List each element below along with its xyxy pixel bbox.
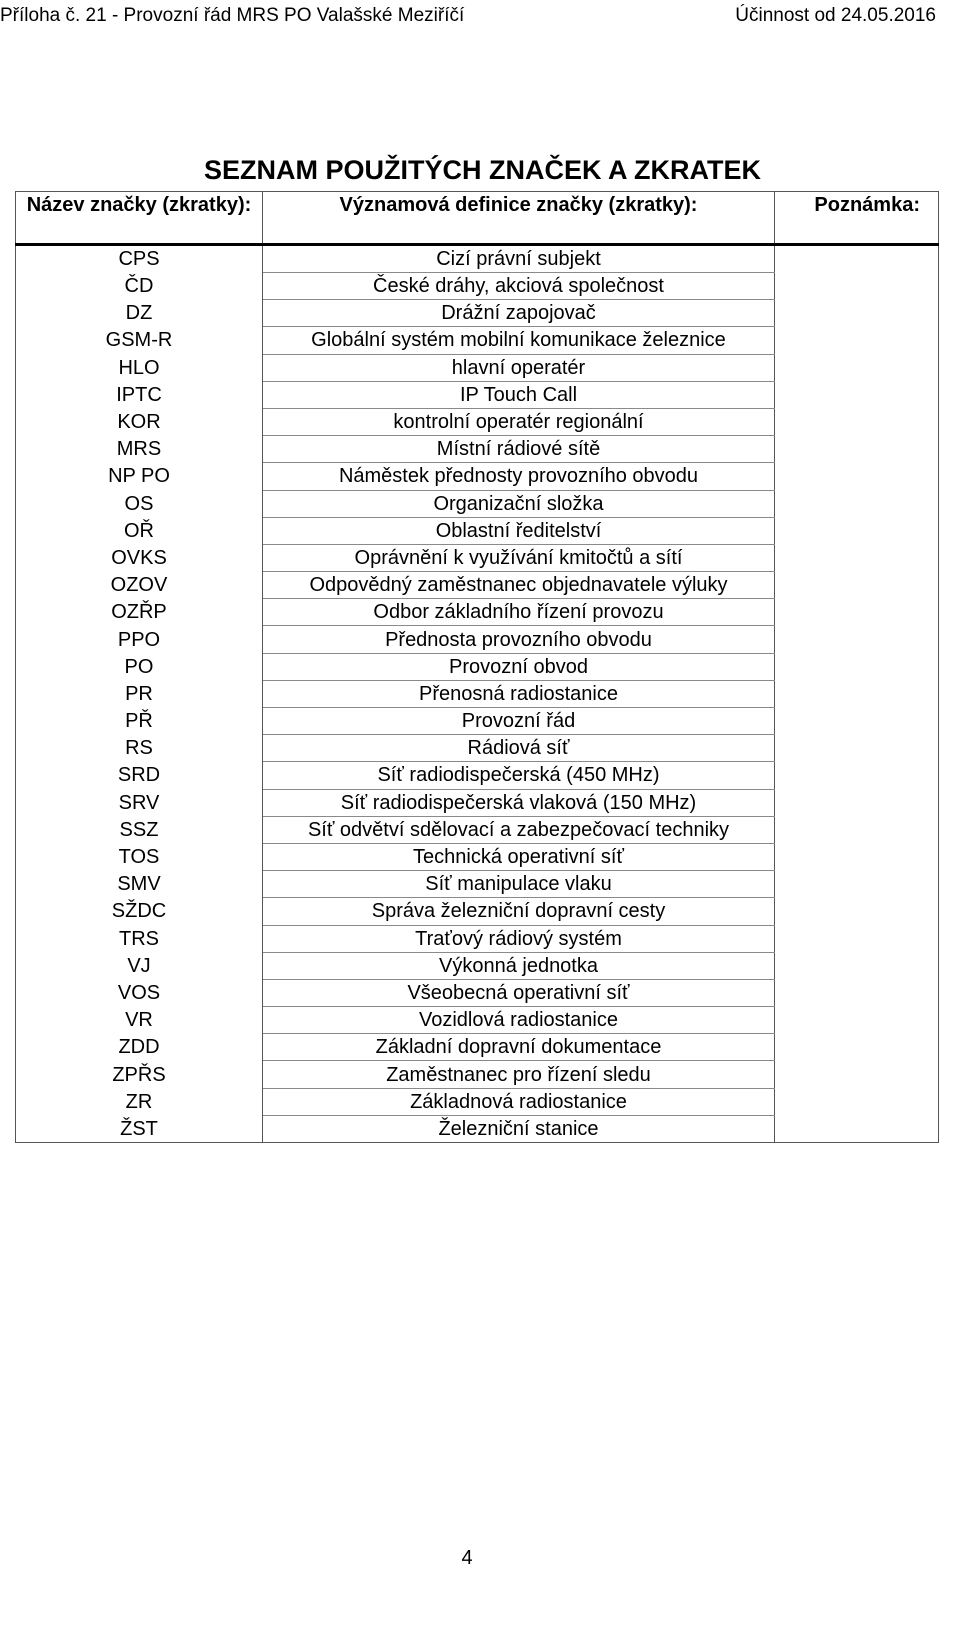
- table-row: [16, 680, 939, 707]
- abbreviation-cell: OZOV: [16, 572, 263, 599]
- note-cell: [775, 517, 939, 544]
- abbreviation-cell: VR: [16, 1007, 263, 1034]
- definition-cell: Síť manipulace vlaku: [263, 871, 775, 898]
- note-cell: [775, 816, 939, 843]
- abbreviation-cell: CPS: [16, 245, 263, 273]
- abbreviation-cell: OS: [16, 490, 263, 517]
- table-body: [16, 245, 939, 1143]
- note-cell: [775, 572, 939, 599]
- definition-cell: Vozidlová radiostanice: [263, 1007, 775, 1034]
- note-cell: [775, 436, 939, 463]
- page-title-text: SEZNAM POUŽITÝCH ZNAČEK A ZKRATEK: [204, 155, 761, 185]
- abbreviation-cell: ČD: [16, 273, 263, 300]
- definition-cell: Základnová radiostanice: [263, 1088, 775, 1115]
- table-row: [16, 300, 939, 327]
- definition-cell: Výkonná jednotka: [263, 952, 775, 979]
- note-cell: [775, 626, 939, 653]
- note-cell: [775, 327, 939, 354]
- definition-cell: Technická operativní síť: [263, 843, 775, 870]
- definition-cell: Provozní řád: [263, 708, 775, 735]
- header-effective-date: Účinnost od 24.05.2016: [735, 5, 936, 26]
- definition-cell: Všeobecná operativní síť: [263, 979, 775, 1006]
- abbreviation-cell: IPTC: [16, 381, 263, 408]
- abbreviation-cell: ZDD: [16, 1034, 263, 1061]
- abbreviation-cell: KOR: [16, 408, 263, 435]
- table-row: [16, 898, 939, 925]
- abbreviation-cell: RS: [16, 735, 263, 762]
- table-row: [16, 708, 939, 735]
- table-row: [16, 381, 939, 408]
- abbreviation-cell: SMV: [16, 871, 263, 898]
- abbreviation-cell: ZR: [16, 1088, 263, 1115]
- definition-cell: Rádiová síť: [263, 735, 775, 762]
- note-cell: [775, 762, 939, 789]
- definition-cell: Základní dopravní dokumentace: [263, 1034, 775, 1061]
- definition-cell: Síť radiodispečerská (450 MHz): [263, 762, 775, 789]
- abbreviation-cell: HLO: [16, 354, 263, 381]
- abbreviation-cell: OŘ: [16, 517, 263, 544]
- note-cell: [775, 925, 939, 952]
- abbreviation-cell: ŽST: [16, 1115, 263, 1142]
- abbreviation-cell: DZ: [16, 300, 263, 327]
- abbreviation-cell: PPO: [16, 626, 263, 653]
- table-row: [16, 816, 939, 843]
- note-cell: [775, 680, 939, 707]
- table-row: [16, 1115, 939, 1142]
- definition-cell: Síť odvětví sdělovací a zabezpečovací techniky: [263, 816, 775, 843]
- page-number: 4: [461, 1547, 473, 1569]
- column-header-abbreviation: Název značky (zkratky):: [16, 192, 263, 245]
- abbreviation-cell: PŘ: [16, 708, 263, 735]
- definition-cell: Oprávnění k využívání kmitočtů a sítí: [263, 544, 775, 571]
- page-title: [15, 152, 950, 188]
- note-cell: [775, 843, 939, 870]
- definition-cell: hlavní operatér: [263, 354, 775, 381]
- table-row: [16, 517, 939, 544]
- table-row: [16, 544, 939, 571]
- table-row: [16, 354, 939, 381]
- definition-cell: Oblastní ředitelství: [263, 517, 775, 544]
- page-header: [0, 4, 960, 28]
- note-cell: [775, 952, 939, 979]
- table-row: [16, 1088, 939, 1115]
- note-cell: [775, 898, 939, 925]
- abbreviation-cell: PO: [16, 653, 263, 680]
- note-cell: [775, 354, 939, 381]
- note-cell: [775, 1115, 939, 1142]
- definition-cell: Železniční stanice: [263, 1115, 775, 1142]
- abbreviation-cell: VOS: [16, 979, 263, 1006]
- table-row: [16, 327, 939, 354]
- table-row: [16, 1034, 939, 1061]
- table-row: [16, 436, 939, 463]
- note-cell: [775, 735, 939, 762]
- definition-cell: IP Touch Call: [263, 381, 775, 408]
- definition-cell: Provozní obvod: [263, 653, 775, 680]
- table-row: [16, 572, 939, 599]
- table-row: [16, 599, 939, 626]
- definition-cell: kontrolní operatér regionální: [263, 408, 775, 435]
- header-document-title: Příloha č. 21 - Provozní řád MRS PO Valašské Meziříčí: [0, 5, 465, 26]
- abbreviation-cell: GSM-R: [16, 327, 263, 354]
- note-cell: [775, 1007, 939, 1034]
- note-cell: [775, 245, 939, 273]
- abbreviation-cell: OZŘP: [16, 599, 263, 626]
- table-row: [16, 789, 939, 816]
- note-cell: [775, 381, 939, 408]
- table-row: [16, 626, 939, 653]
- definition-cell: Přednosta provozního obvodu: [263, 626, 775, 653]
- note-cell: [775, 708, 939, 735]
- note-cell: [775, 599, 939, 626]
- table-row: [16, 245, 939, 273]
- note-cell: [775, 979, 939, 1006]
- note-cell: [775, 463, 939, 490]
- definition-cell: Traťový rádiový systém: [263, 925, 775, 952]
- table-row: [16, 1007, 939, 1034]
- table-row: [16, 490, 939, 517]
- abbreviation-cell: SSZ: [16, 816, 263, 843]
- definition-cell: Přenosná radiostanice: [263, 680, 775, 707]
- table-row: [16, 408, 939, 435]
- definition-cell: Zaměstnanec pro řízení sledu: [263, 1061, 775, 1088]
- definition-cell: Organizační složka: [263, 490, 775, 517]
- table-row: [16, 653, 939, 680]
- definition-cell: Drážní zapojovač: [263, 300, 775, 327]
- definition-cell: Správa železniční dopravní cesty: [263, 898, 775, 925]
- abbreviation-table: [15, 191, 939, 1143]
- table-row: [16, 925, 939, 952]
- table-row: [16, 735, 939, 762]
- abbreviation-cell: SRD: [16, 762, 263, 789]
- definition-cell: Odbor základního řízení provozu: [263, 599, 775, 626]
- note-cell: [775, 1061, 939, 1088]
- note-cell: [775, 408, 939, 435]
- table-row: [16, 762, 939, 789]
- table-row: [16, 843, 939, 870]
- column-header-definition: Významová definice značky (zkratky):: [263, 192, 775, 245]
- note-cell: [775, 490, 939, 517]
- note-cell: [775, 789, 939, 816]
- definition-cell: České dráhy, akciová společnost: [263, 273, 775, 300]
- note-cell: [775, 871, 939, 898]
- table-row: [16, 1061, 939, 1088]
- definition-cell: Cizí právní subjekt: [263, 245, 775, 273]
- abbreviation-cell: MRS: [16, 436, 263, 463]
- abbreviation-cell: SRV: [16, 789, 263, 816]
- note-cell: [775, 273, 939, 300]
- table-header-row: [16, 192, 939, 245]
- note-cell: [775, 1034, 939, 1061]
- definition-cell: Síť radiodispečerská vlaková (150 MHz): [263, 789, 775, 816]
- table-row: [16, 463, 939, 490]
- abbreviation-cell: SŽDC: [16, 898, 263, 925]
- definition-cell: Místní rádiové sítě: [263, 436, 775, 463]
- definition-cell: Globální systém mobilní komunikace železnice: [263, 327, 775, 354]
- abbreviation-cell: ZPŘS: [16, 1061, 263, 1088]
- table-row: [16, 979, 939, 1006]
- definition-cell: Náměstek přednosty provozního obvodu: [263, 463, 775, 490]
- abbreviation-cell: TOS: [16, 843, 263, 870]
- table-row: [16, 273, 939, 300]
- abbreviation-cell: VJ: [16, 952, 263, 979]
- abbreviation-cell: PR: [16, 680, 263, 707]
- column-header-note: Poznámka:: [775, 192, 939, 245]
- note-cell: [775, 1088, 939, 1115]
- note-cell: [775, 653, 939, 680]
- note-cell: [775, 300, 939, 327]
- abbreviation-cell: NP PO: [16, 463, 263, 490]
- abbreviation-cell: TRS: [16, 925, 263, 952]
- definition-cell: Odpovědný zaměstnanec objednavatele výluky: [263, 572, 775, 599]
- abbreviation-cell: OVKS: [16, 544, 263, 571]
- table-row: [16, 952, 939, 979]
- table-row: [16, 871, 939, 898]
- note-cell: [775, 544, 939, 571]
